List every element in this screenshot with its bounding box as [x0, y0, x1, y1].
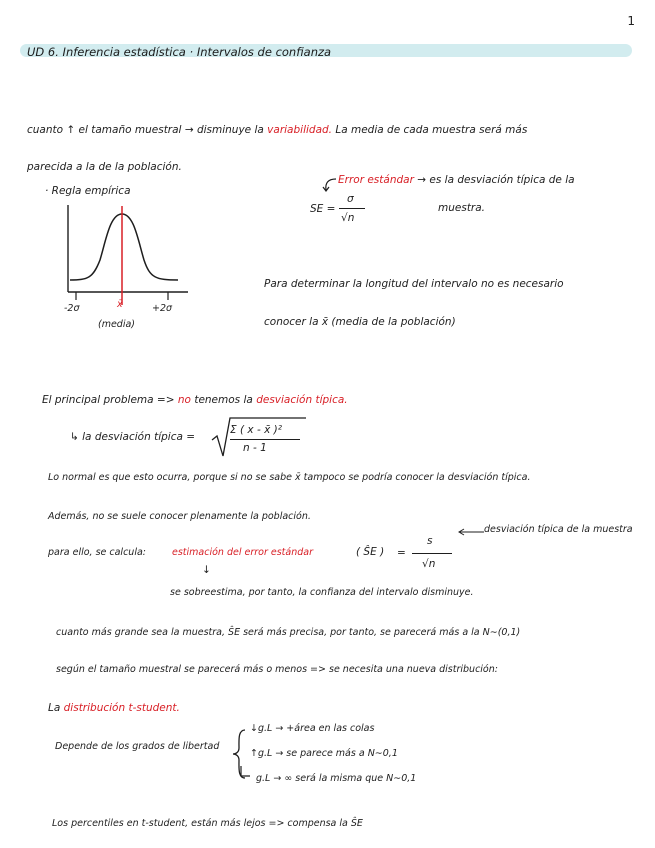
- se-formula-den: √n: [341, 212, 355, 224]
- std-formula-den: n - 1: [243, 442, 267, 454]
- annotation-arrow: [456, 529, 486, 535]
- ademas-line: Además, no se suele conocer plenamente la población.: [48, 511, 311, 522]
- tick-label-mean: x̄: [117, 299, 123, 310]
- problem-text-a: El principal problema =>: [42, 394, 175, 406]
- segun-line: según el tamaño muestral se parecerá más o menos => se necesita una nueva distribución:: [56, 664, 498, 675]
- grados-bullet-3: g.L → ∞ será la misma que N∼0,1: [256, 773, 417, 784]
- intro-line-2: parecida a la de la población.: [27, 161, 182, 173]
- se-definition-rest: → es la desviación típica de la: [417, 174, 575, 186]
- se-definition: [338, 174, 575, 186]
- mean-caption: (media): [98, 319, 136, 330]
- grados-lead: Depende de los grados de libertad: [55, 741, 220, 752]
- se-formula-lhs: SE =: [310, 203, 336, 215]
- grados-bullet-1: ↓g.L → +área en las colas: [250, 723, 375, 734]
- tstudent-la: La: [48, 702, 61, 714]
- estimacion-term: estimación del error estándar: [172, 547, 313, 558]
- se-formula-num: σ: [347, 193, 354, 205]
- variabilidad-term: variabilidad.: [267, 124, 333, 136]
- desviacion-tipica-term: desviación típica.: [256, 394, 348, 406]
- bell-curve: [70, 214, 178, 280]
- estimation-lead: para ello, se calcula:: [48, 547, 146, 558]
- annotation-text: desviación típica de la muestra: [484, 524, 633, 535]
- error-estandar-term: Error estándar: [338, 174, 414, 186]
- intro-line-1: [27, 124, 527, 136]
- se-hat-symbol: ( ŜE ): [356, 546, 385, 558]
- se-fraction-bar: [339, 208, 365, 209]
- down-arrow: ↓: [202, 564, 211, 576]
- normal-line: Lo normal es que esto ocurra, porque si no se sabe x̄ tampoco se podría conocer la desviación típica.: [48, 472, 531, 483]
- tick-label-right: +2σ: [152, 303, 173, 314]
- cuanto-line: cuanto más grande sea la muestra, ŜE será más precisa, por tanto, se parecerá más a la N∼(0,1): [56, 627, 521, 638]
- estimation-num: s: [427, 535, 433, 547]
- tstudent-line: [48, 702, 180, 714]
- page-title: UD 6. Inferencia estadística · Intervalos de confianza: [27, 45, 332, 59]
- tick-label-left: -2σ: [64, 303, 80, 314]
- se-definition-end: muestra.: [438, 202, 486, 214]
- std-formula-lead: ↳ la desviación típica =: [70, 431, 196, 443]
- interval-note-1: Para determinar la longitud del intervalo no es necesario: [264, 278, 564, 290]
- std-fraction-bar: [230, 439, 300, 440]
- bracket-arrow: [239, 766, 251, 780]
- intro-text-a: cuanto ↑ el tamaño muestral → disminuye la: [27, 124, 264, 136]
- intro-text-b: La media de cada muestra será más: [335, 124, 528, 136]
- std-formula-num: Σ ( x - x̄ )²: [230, 424, 282, 436]
- normal-curve-diagram: [58, 200, 198, 320]
- interval-note-2: conocer la x̄ (media de la población): [264, 316, 456, 328]
- percentiles-line: Los percentiles en t-student, están más lejos => compensa la ŜE: [52, 818, 363, 829]
- page-number: 1: [627, 14, 635, 28]
- empirical-rule-label: · Regla empírica: [45, 185, 131, 197]
- problem-no: no: [177, 394, 191, 406]
- consequence-line: se sobreestima, por tanto, la confianza del intervalo disminuye.: [170, 587, 474, 598]
- estimation-eq: =: [397, 547, 406, 559]
- grados-bullet-2: ↑g.L → se parece más a N∼0,1: [250, 748, 398, 759]
- estimation-den: √n: [422, 558, 436, 570]
- tstudent-term: distribución t-student.: [63, 702, 180, 714]
- problem-line: [42, 394, 348, 406]
- estimation-fraction-bar: [412, 553, 452, 554]
- problem-text-b: tenemos la: [194, 394, 253, 406]
